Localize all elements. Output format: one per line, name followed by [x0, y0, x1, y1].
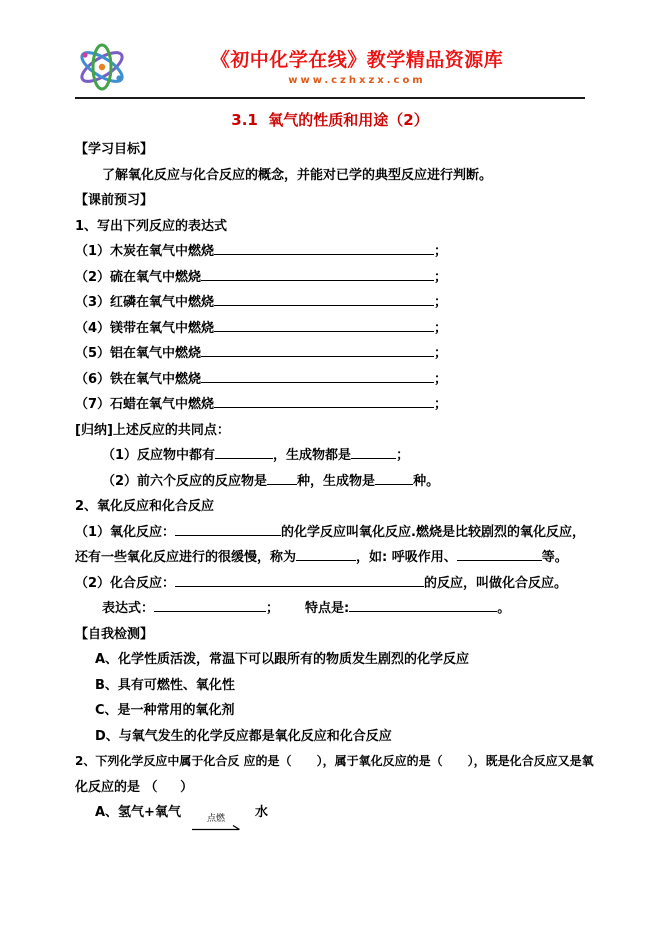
reaction-label: （1）木炭在氧气中燃烧 — [75, 244, 215, 259]
oxidation-text: 的化学反应叫氧化反应.燃烧是比较剧烈的氧化反应， — [281, 524, 585, 540]
expression-semicolon: ； — [266, 601, 280, 616]
answer-a-reactants: A、氢气+氧气 — [95, 805, 181, 820]
oxidation-cont-c: 等。 — [541, 550, 568, 565]
reaction-label: （2）硫在氧气中燃烧 — [75, 269, 202, 285]
summary-line-1 — [75, 443, 585, 469]
combination-label: （2）化合反应： — [75, 575, 176, 591]
option-text: C、是一种常用的氧化剂 — [95, 703, 235, 718]
summary1-text-c: ； — [396, 448, 410, 463]
answer-blank — [267, 480, 297, 485]
reaction-end-punct: ； — [433, 320, 447, 336]
summary-heading: [归纳]上述反应的共同点： — [75, 422, 230, 438]
q2-text-line-2: 化反应的是 （ ） — [75, 779, 194, 795]
reaction-end-punct: ； — [433, 295, 447, 310]
oxidation-continuation-line — [75, 545, 585, 571]
header-divider — [75, 97, 585, 99]
brand-block — [129, 48, 585, 86]
answer-blank — [457, 556, 542, 561]
combination-definition-line — [75, 571, 567, 597]
self-test-heading: 【自我检测】 — [75, 626, 154, 642]
feature-label: 特点是: — [305, 601, 350, 616]
expression-period: 。 — [497, 601, 511, 616]
reaction-label: （7）石蜡在氧气中燃烧 — [75, 397, 215, 412]
reaction-blank-line — [75, 239, 447, 265]
reaction-blank-line — [75, 367, 447, 393]
reaction-label: （4）镁带在氧气中燃烧 — [75, 320, 215, 336]
task1-title: 1、写出下列反应的表达式 — [75, 218, 228, 234]
answer-blank — [296, 556, 356, 561]
option-text: D、与氧气发生的化学反应都是氧化反应和化合反应 — [95, 728, 392, 744]
answer-blank — [214, 305, 434, 306]
answer-blank — [214, 407, 434, 408]
reaction-label: （3）红磷在氧气中燃烧 — [75, 295, 215, 310]
answer-blank — [215, 454, 273, 459]
option-line — [75, 698, 585, 724]
expression-label: 表达式： — [102, 601, 155, 616]
learning-goal-heading: 【学习目标】 — [75, 142, 154, 157]
reaction-blank-line — [75, 290, 447, 316]
answer-blank — [201, 356, 434, 357]
reaction-blank-line — [75, 316, 447, 342]
reaction-arrow-icon — [191, 824, 241, 831]
oxidation-label: （1）氧化反应： — [75, 524, 176, 540]
summary1-text-a: （1）反应物中都有 — [102, 448, 216, 463]
combination-text: 的反应，叫做化合反应。 — [423, 575, 567, 591]
answer-blank — [201, 382, 434, 383]
answer-blank — [214, 331, 434, 332]
reaction-end-punct: ； — [433, 346, 447, 361]
q2-text-line-1: 2、下列化学反应中属于化合反 应的是（ ），属于氧化反应的是（ ），既是化合反应又是氧 — [75, 754, 594, 768]
option-line — [75, 724, 585, 750]
oxidation-cont-a: 还有一些氧化反应进行的很缓慢，称为 — [75, 550, 297, 565]
answer-blank — [351, 454, 396, 459]
summary2-text-c: 种。 — [413, 473, 440, 489]
reaction-end-punct: ； — [433, 244, 447, 259]
summary2-text-a: （2）前六个反应的反应物是 — [102, 473, 268, 489]
reaction-end-punct: ； — [433, 269, 447, 285]
option-line — [75, 647, 585, 673]
option-text: A、化学性质活泼，常温下可以跟所有的物质发生剧烈的化学反应 — [95, 652, 470, 667]
answer-blank — [175, 586, 424, 587]
reaction-blank-line — [75, 392, 447, 418]
expression-line — [75, 596, 585, 622]
brand-title: 《初中化学在线》教学精品资源库 — [210, 49, 504, 71]
condition-text: 点燃 — [206, 814, 225, 824]
answer-blank — [175, 535, 281, 536]
q1-option-list — [75, 647, 585, 749]
summary-line-2 — [75, 469, 585, 495]
reaction-end-punct: ； — [433, 371, 447, 387]
reaction-list — [75, 239, 585, 418]
task2-title: 2、氧化反应和化合反应 — [75, 499, 215, 514]
summary1-text-b: ，生成物都是 — [273, 448, 352, 463]
answer-blank — [214, 254, 434, 255]
option-line — [75, 673, 585, 699]
reaction-blank-line — [75, 265, 447, 291]
oxidation-cont-b: ，如: 呼吸作用、 — [356, 550, 457, 565]
reaction-condition — [191, 814, 241, 831]
reaction-blank-line — [75, 341, 447, 367]
reaction-label: （6）铁在氧气中燃烧 — [75, 371, 202, 387]
reaction-end-punct: ； — [433, 397, 447, 412]
answer-a-line — [75, 800, 585, 826]
answer-a-product: 水 — [254, 805, 268, 820]
oxidation-definition-line — [75, 520, 585, 546]
option-text: B、具有可燃性、氧化性 — [95, 677, 235, 693]
document-title: 3.1 氧气的性质和用途（2） — [231, 111, 429, 129]
answer-blank — [154, 607, 266, 612]
reaction-label: （5）铝在氧气中燃烧 — [75, 346, 202, 361]
brand-url: www.czhxzx.com — [288, 75, 426, 86]
brand-atom-logo — [75, 43, 129, 91]
summary2-text-b: 种，生成物是 — [297, 473, 376, 489]
preview-heading: 【课前预习】 — [75, 193, 154, 208]
answer-blank — [201, 280, 434, 281]
answer-blank — [375, 480, 413, 485]
site-header — [75, 40, 585, 94]
answer-blank — [349, 607, 497, 612]
learning-goal-text: 了解氧化反应与化合反应的概念，并能对已学的典型反应进行判断。 — [102, 167, 493, 183]
